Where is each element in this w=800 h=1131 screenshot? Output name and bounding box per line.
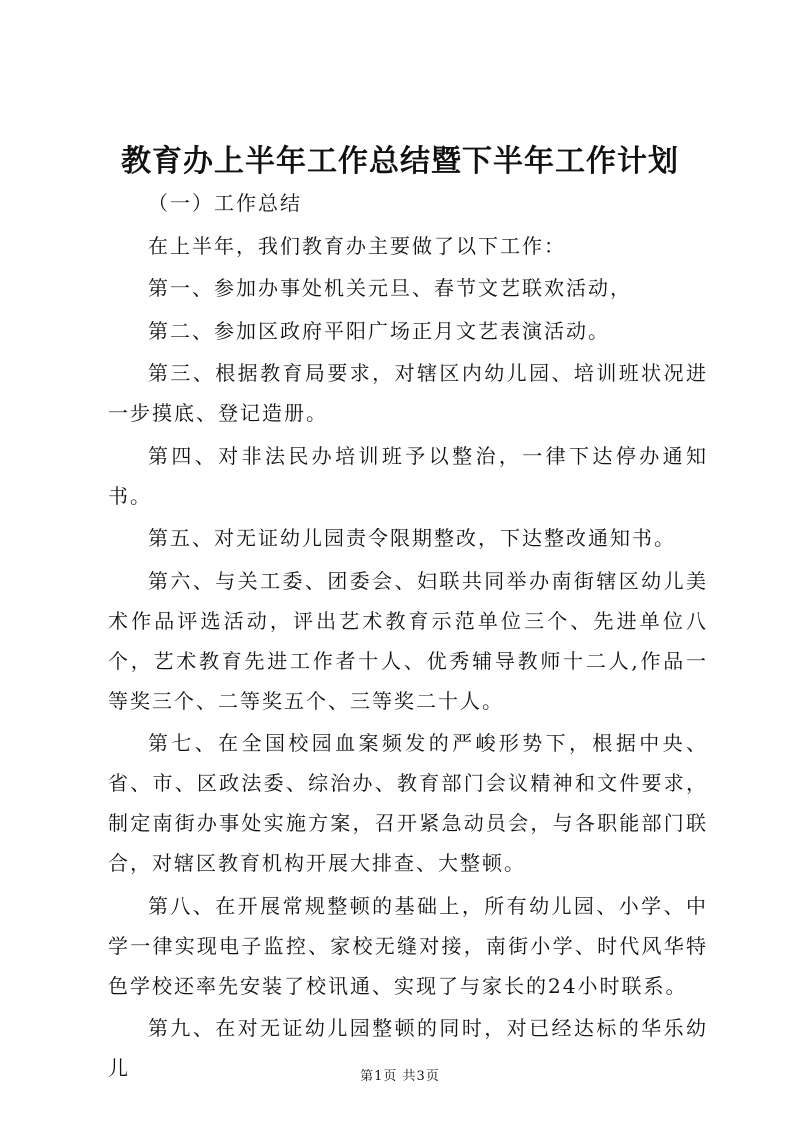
section-heading: （一）工作总结 [148,191,302,215]
paragraph: 第一、参加办事处机关元旦、春节文艺联欢活动， [148,276,632,300]
paragraph: 第七、在全国校园血案频发的严峻形势下，根据中央、省、市、区政法委、综治办、教育部门会议精神和文件要求，制定南街办事处实施方案，召开紧急动员会，与各职能部门联合，对辖区教育机构开展大排查、大整顿。 [108,731,708,875]
document-title: 教育办上半年工作总结暨下半年工作计划 [121,144,679,179]
paragraph: 第五、对无证幼儿园责令限期整改，下达整改通知书。 [148,526,676,550]
paragraph: 第六、与关工委、团委会、妇联共同举办南街辖区幼儿美术作品评选活动，评出艺术教育示范单位三个、先进单位八个，艺术教育先进工作者十人、优秀辅导教师十二人,作品一等奖三个、二等奖五个、三等奖二十人。 [108,568,708,713]
page-number-footer: 第1页 共3页 [360,1069,440,1084]
paragraph: 第九、在对无证幼儿园整顿的同时，对已经达标的华乐幼儿 [108,1016,708,1080]
paragraph: 第二、参加区政府平阳广场正月文艺表演活动。 [148,318,610,343]
paragraph: 第八、在开展常规整顿的基础上，所有幼儿园、小学、中学一律实现电子监控、家校无缝对接，南街小学、时代风华特色学校还率先安装了校讯通、实现了与家长的24小时联系。 [108,893,708,998]
paragraph: 第四、对非法民办培训班予以整治，一律下达停办通知书。 [108,443,708,508]
paragraph: 第三、根据教育局要求，对辖区内幼儿园、培训班状况进一步摸底、登记造册。 [108,361,708,425]
document-body [108,183,708,1091]
paragraph: 在上半年，我们教育办主要做了以下工作： [148,233,566,258]
